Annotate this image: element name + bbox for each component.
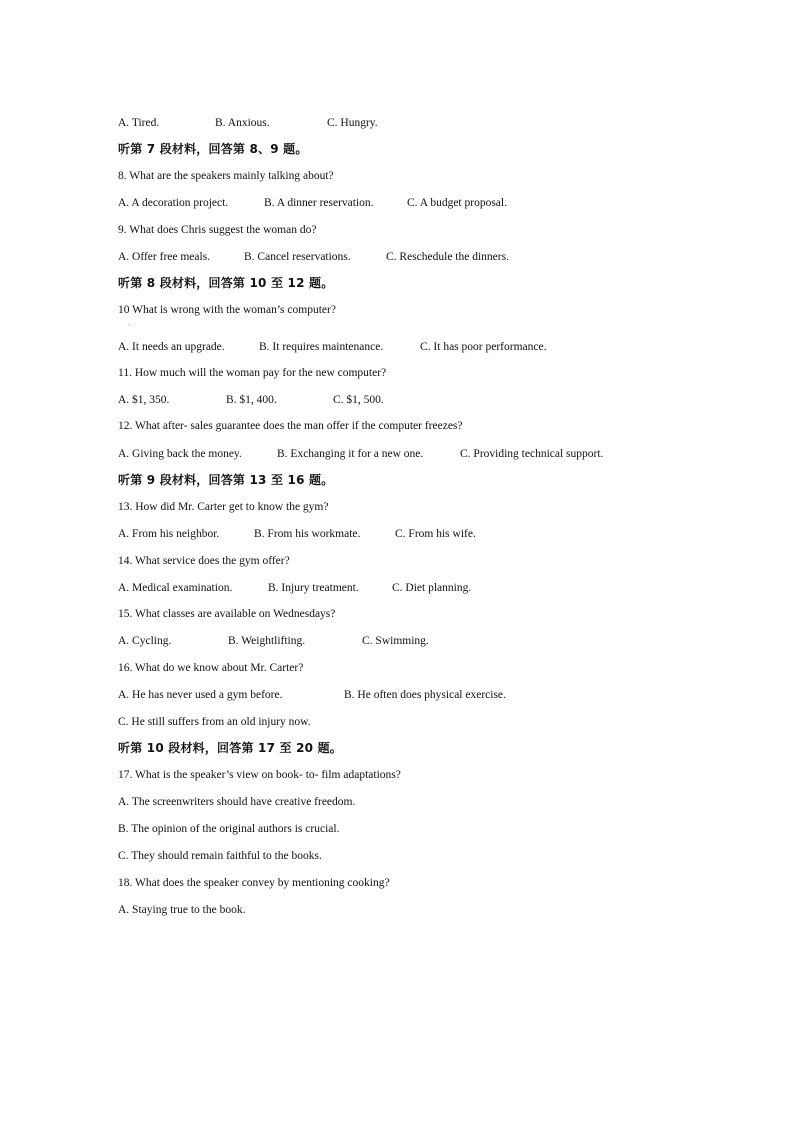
q12-option-b: B. Exchanging it for a new one.: [277, 448, 424, 460]
q13-option-b: B. From his workmate.: [254, 528, 361, 540]
q8-question: 8. What are the speakers mainly talking about?: [118, 170, 334, 182]
section10-heading: 听第 10 段材料，回答第 17 至 20 题。: [118, 741, 342, 755]
q8-option-b: B. A dinner reservation.: [264, 197, 374, 209]
q15-question: 15. What classes are available on Wednesdays?: [118, 608, 336, 620]
q10-option-a: A. It needs an upgrade.: [118, 341, 225, 353]
q15-option-c: C. Swimming.: [362, 635, 429, 647]
section9-heading: 听第 9 段材料，回答第 13 至 16 题。: [118, 473, 334, 487]
q16-question: 16. What do we know about Mr. Carter?: [118, 662, 304, 674]
q9-question: 9. What does Chris suggest the woman do?: [118, 224, 317, 236]
q14-option-c: C. Diet planning.: [392, 582, 472, 594]
section8-heading: 听第 8 段材料，回答第 10 至 12 题。: [118, 276, 334, 290]
q12-option-a: A. Giving back the money.: [118, 448, 242, 460]
q9-option-a: A. Offer free meals.: [118, 251, 211, 263]
q14-question: 14. What service does the gym offer?: [118, 555, 290, 567]
q14-option-b: B. Injury treatment.: [268, 582, 359, 594]
q17-question: 17. What is the speaker’s view on book- to- film adaptations?: [118, 769, 401, 781]
q11-question: 11. How much will the woman pay for the new computer?: [118, 367, 387, 379]
q11-option-b: B. $1, 400.: [226, 394, 277, 406]
q18-question: 18. What does the speaker convey by mentioning cooking?: [118, 877, 390, 889]
q13-option-c: C. From his wife.: [395, 528, 476, 540]
q13-option-a: A. From his neighbor.: [118, 528, 220, 540]
q18-option-a: A. Staying true to the book.: [118, 904, 246, 916]
q10-question: 10 What is wrong with the woman’s computer?: [118, 304, 336, 316]
q8-option-a: A. A decoration project.: [118, 197, 229, 209]
q10-option-b: B. It requires maintenance.: [259, 341, 384, 353]
q15-option-b: B. Weightlifting.: [228, 635, 306, 647]
q12-question: 12. What after- sales guarantee does the man offer if the computer freezes?: [118, 420, 463, 432]
q17-option-c: C. They should remain faithful to the books.: [118, 850, 322, 862]
q11-option-c: C. $1, 500.: [333, 394, 384, 406]
section7-heading: 听第 7 段材料，回答第 8、9 题。: [118, 142, 308, 156]
q7-option-b: B. Anxious.: [215, 117, 270, 129]
q10-stray-mark: .: [129, 319, 131, 327]
q11-option-a: A. $1, 350.: [118, 394, 170, 406]
q16-option-c: C. He still suffers from an old injury now.: [118, 716, 311, 728]
q7-option-a: A. Tired.: [118, 117, 160, 129]
q9-option-c: C. Reschedule the dinners.: [386, 251, 509, 263]
q8-option-c: C. A budget proposal.: [407, 197, 507, 209]
q7-option-c: C. Hungry.: [327, 117, 378, 129]
q16-option-b: B. He often does physical exercise.: [344, 689, 506, 701]
q16-option-a: A. He has never used a gym before.: [118, 689, 283, 701]
q12-option-c: C. Providing technical support.: [460, 448, 604, 460]
q9-option-b: B. Cancel reservations.: [244, 251, 351, 263]
q14-option-a: A. Medical examination.: [118, 582, 233, 594]
q10-option-c: C. It has poor performance.: [420, 341, 547, 353]
q17-option-a: A. The screenwriters should have creative freedom.: [118, 796, 356, 808]
q13-question: 13. How did Mr. Carter get to know the gym?: [118, 501, 329, 513]
q17-option-b: B. The opinion of the original authors is crucial.: [118, 823, 340, 835]
q15-option-a: A. Cycling.: [118, 635, 172, 647]
